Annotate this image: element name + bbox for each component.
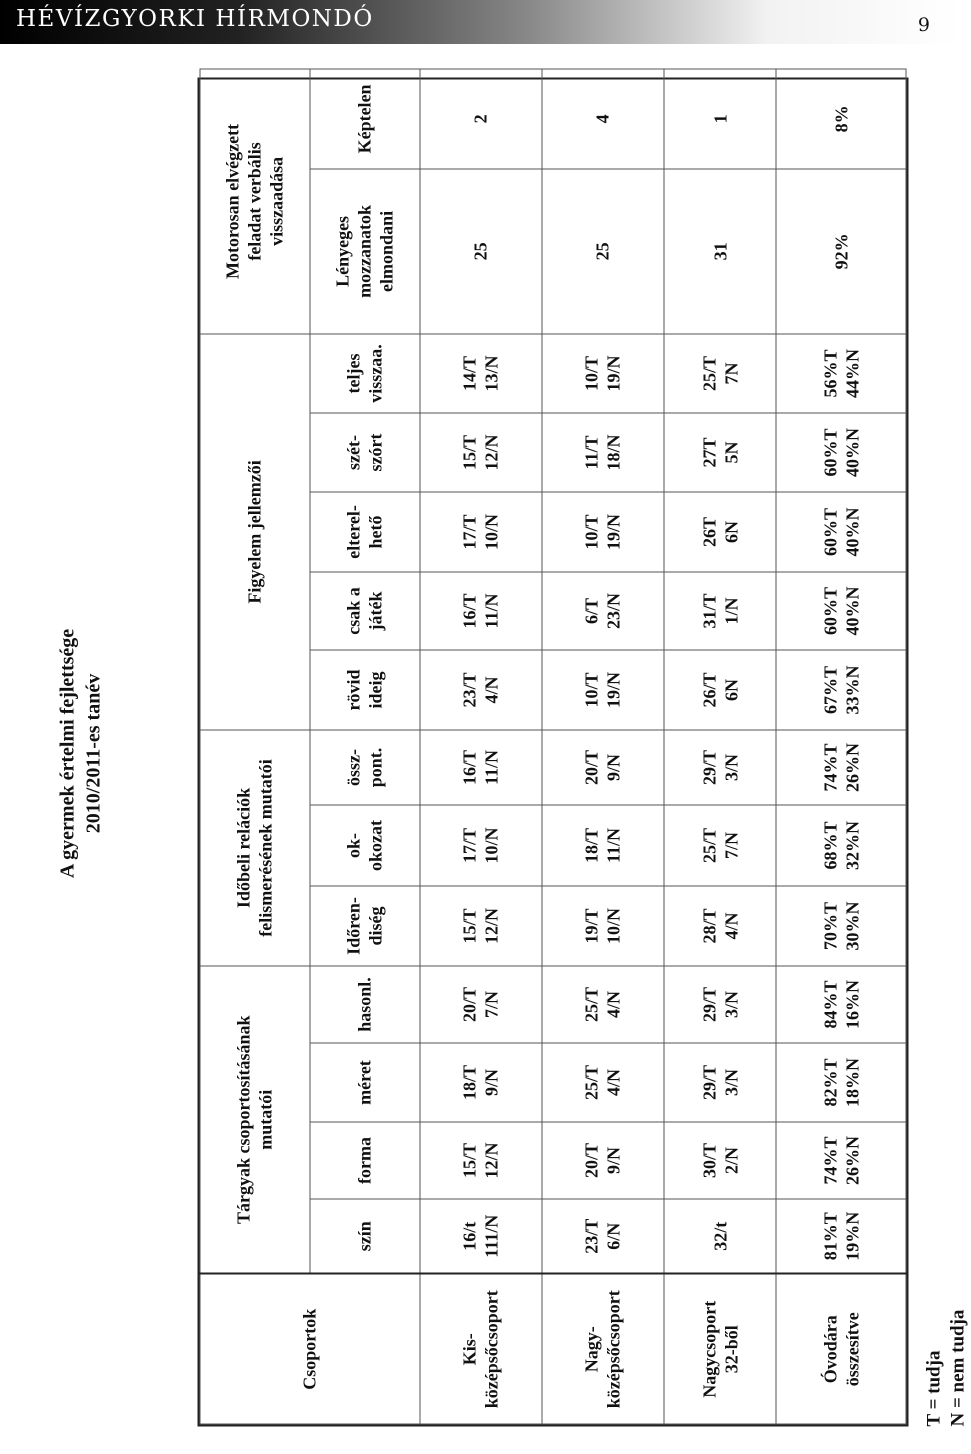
- group-header-row: [200, 68, 310, 1423]
- table-cell: 32/t: [664, 1199, 776, 1274]
- subheader-teljes-visszaa: teljes visszaa.: [310, 333, 420, 412]
- legend-t: T = tudja: [923, 1350, 945, 1426]
- table-cell: 25: [420, 168, 542, 333]
- table-cell: 29/T 3/N: [664, 729, 776, 804]
- col-group-motorosan: Motorosan elvégzett feladat verbális visszaadása: [200, 68, 310, 333]
- table-row: [776, 68, 906, 1423]
- table-cell: 20/T 7/N: [420, 965, 542, 1042]
- results-table: [200, 68, 907, 1424]
- subheader-szin: szín: [310, 1199, 420, 1274]
- table-cell: 25/T 7N: [664, 333, 776, 412]
- table-cell: 31: [664, 168, 776, 333]
- subheader-okokozat: ok- okozat: [310, 804, 420, 885]
- table-cell: 27T 5N: [664, 412, 776, 491]
- row-label: Nagycsoport 32-ből: [664, 1274, 776, 1424]
- table-cell: 8%: [776, 68, 906, 168]
- table-cell: 60%T 40%N: [776, 412, 906, 491]
- table-row: [542, 68, 664, 1423]
- table-cell: 28/T 4/N: [664, 885, 776, 965]
- row-label: Kis- középsőcsoport: [420, 1274, 542, 1424]
- subheader-osszpont: össz- pont.: [310, 729, 420, 804]
- table-cell: 29/T 3/N: [664, 1043, 776, 1122]
- table-cell: 15/T 12/N: [420, 412, 542, 491]
- sub-header-row: [310, 68, 420, 1423]
- table-cell: 1: [664, 68, 776, 168]
- document-title-line2: 2010/2011-es tanév: [82, 673, 105, 833]
- table-cell: 56%T 44%N: [776, 333, 906, 412]
- table-cell: 23/T 4/N: [420, 649, 542, 729]
- table-body: [420, 68, 906, 1423]
- row-label: Nagy- középsőcsoport: [542, 1274, 664, 1424]
- subheader-idorendiseg: Időren- diség: [310, 885, 420, 965]
- table-cell: 92%: [776, 168, 906, 333]
- rotated-page-content: [53, 78, 969, 1428]
- table-cell: 18/T 9/N: [420, 1043, 542, 1122]
- subheader-hasonl: hasonl.: [310, 965, 420, 1042]
- table-cell: 30/T 2/N: [664, 1122, 776, 1199]
- table-cell: 19/T 10/N: [542, 885, 664, 965]
- table-cell: 68%T 32%N: [776, 804, 906, 885]
- subheader-lenyeges-mozzanatok: Lényeges mozzanatok elmondani: [310, 168, 420, 333]
- col-group-idobeli: Időbeli relációk felismerésének mutatói: [200, 729, 310, 965]
- table-cell: 29/T 3/N: [664, 965, 776, 1042]
- subheader-kepetlen: Képtelen: [310, 68, 420, 168]
- table-cell: 10/T 19/N: [542, 491, 664, 571]
- table-cell: 16/T 11/N: [420, 571, 542, 649]
- table-cell: 74%T 26%N: [776, 1122, 906, 1199]
- table-cell: 15/T 12/N: [420, 1122, 542, 1199]
- page-number: 9: [917, 14, 930, 36]
- table-cell: 18/T 11/N: [542, 804, 664, 885]
- subheader-szetszort: szét- szórt: [310, 412, 420, 491]
- legend: [923, 1309, 971, 1426]
- table-cell: 25/T 4/N: [542, 965, 664, 1042]
- table-cell: 10/T 19/N: [542, 649, 664, 729]
- table-cell: 84%T 16%N: [776, 965, 906, 1042]
- table-cell: 6/T 23/N: [542, 571, 664, 649]
- table-cell: 67%T 33%N: [776, 649, 906, 729]
- table-cell: 23/T 6/N: [542, 1199, 664, 1274]
- masthead-title: HÉVÍZGYORKI HÍRMONDÓ: [16, 6, 374, 32]
- document-title: [55, 78, 107, 1428]
- table-cell: 11/T 18/N: [542, 412, 664, 491]
- table-cell: 26T 6N: [664, 491, 776, 571]
- table-cell: 26/T 6N: [664, 649, 776, 729]
- table-cell: 74%T 26%N: [776, 729, 906, 804]
- table-cell: 25/T 7/N: [664, 804, 776, 885]
- table-cell: 25: [542, 168, 664, 333]
- table-cell: 81%T 19%N: [776, 1199, 906, 1274]
- table-cell: 4: [542, 68, 664, 168]
- table-cell: 10/T 19/N: [542, 333, 664, 412]
- row-label: Óvodára összesítve: [776, 1274, 906, 1424]
- document-title-line1: A gyermek értelmi fejlettsége: [56, 628, 79, 878]
- results-table-frame: [198, 77, 909, 1426]
- table-cell: 60%T 40%N: [776, 571, 906, 649]
- table-cell: 16/T 11/N: [420, 729, 542, 804]
- table-row: [664, 68, 776, 1423]
- table-cell: 20/T 9/N: [542, 729, 664, 804]
- col-header-csoportok: Csoportok: [200, 1274, 420, 1424]
- subheader-csak-a-jatek: csak a játék: [310, 571, 420, 649]
- table-cell: 31/T 1/N: [664, 571, 776, 649]
- subheader-rovid-ideig: rövid ideig: [310, 649, 420, 729]
- table-cell: 14/T 13/N: [420, 333, 542, 412]
- legend-n: N = nem tudja: [947, 1309, 969, 1426]
- table-cell: 70%T 30%N: [776, 885, 906, 965]
- subheader-forma: forma: [310, 1122, 420, 1199]
- table-cell: 16/t 111/N: [420, 1199, 542, 1274]
- table-cell: 17/T 10/N: [420, 804, 542, 885]
- col-group-targyak: Tárgyak csoportosításának mutatói: [200, 965, 310, 1273]
- table-cell: 60%T 40%N: [776, 491, 906, 571]
- table-cell: 15/T 12/N: [420, 885, 542, 965]
- table-cell: 20/T 9/N: [542, 1122, 664, 1199]
- table-cell: 82%T 18%N: [776, 1043, 906, 1122]
- col-group-figyelem: Figyelem jellemzői: [200, 333, 310, 729]
- subheader-meret: méret: [310, 1043, 420, 1122]
- table-row: [420, 68, 542, 1423]
- table-cell: 17/T 10/N: [420, 491, 542, 571]
- table-cell: 2: [420, 68, 542, 168]
- subheader-elterelheto: elterel- hető: [310, 491, 420, 571]
- table-cell: 25/T 4/N: [542, 1043, 664, 1122]
